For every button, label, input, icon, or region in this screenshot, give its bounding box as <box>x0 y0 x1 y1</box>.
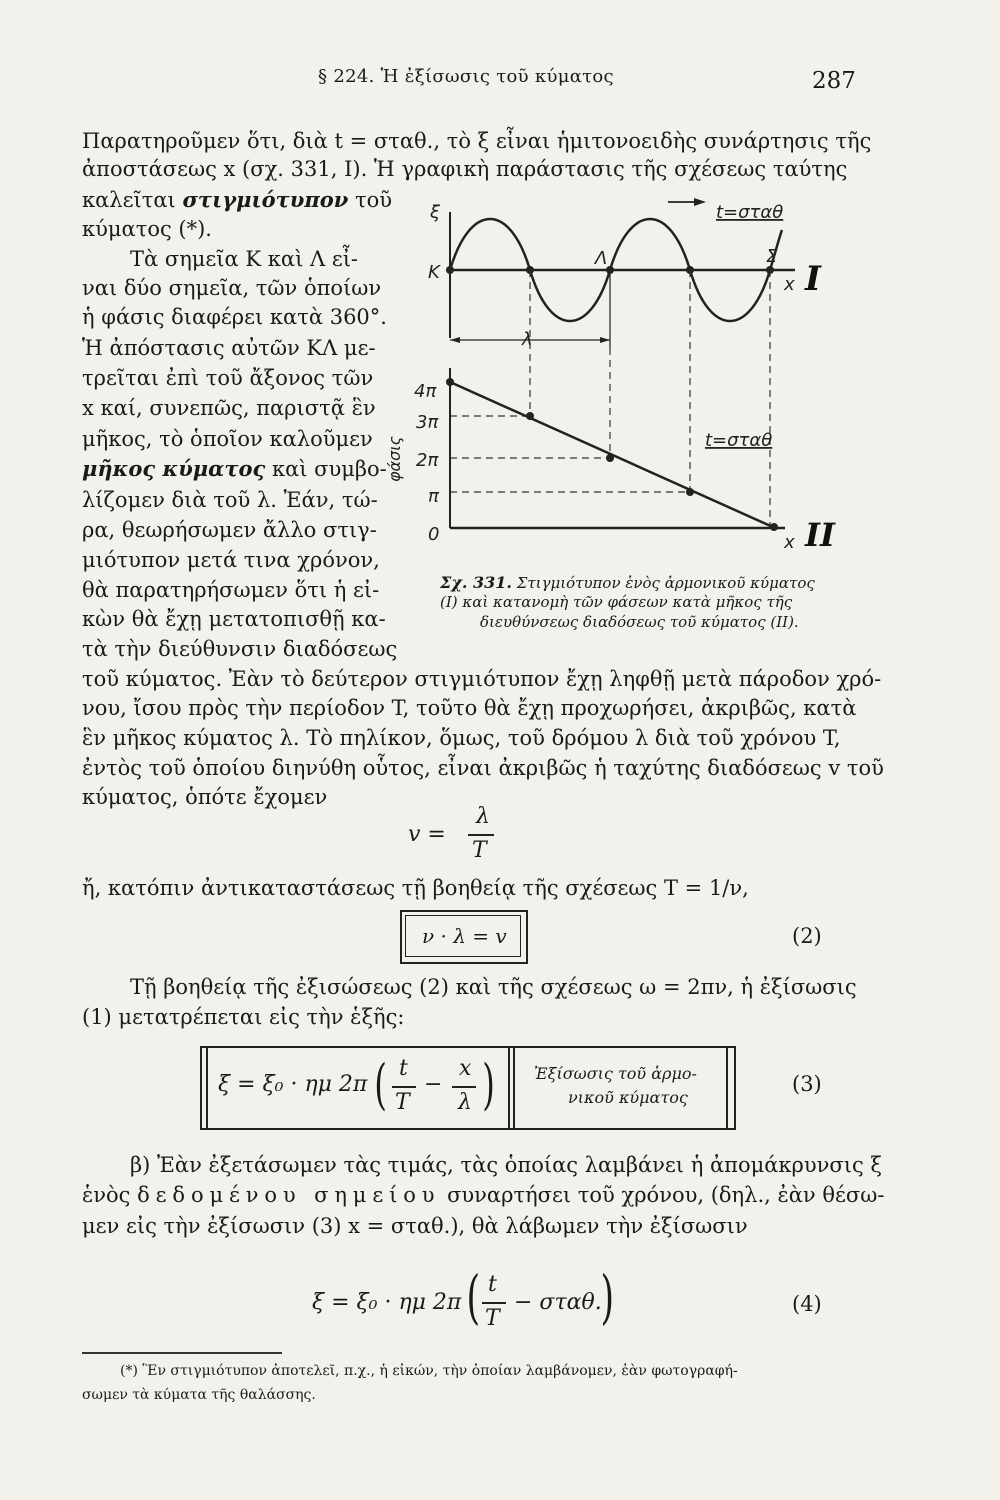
equation-4-T: T <box>485 1306 500 1331</box>
box-rule <box>513 1048 515 1128</box>
caption-text: Στιγμιότυπον ἑνὸς ἁρμονικοῦ κύματος <box>516 574 815 592</box>
text-run: καλεῖται <box>82 188 176 212</box>
text-line: ἤ, κατόπιν ἀντικαταστάσεως τῇ βοηθείᾳ τῆς σχέσεως T = 1/ν, <box>82 876 749 900</box>
paren-close: ) <box>600 1263 615 1331</box>
equation-3-lhs: ξ = ξ₀ · ημ 2π <box>218 1072 368 1097</box>
text-line: κύματος (*). <box>82 217 212 241</box>
equation-2: ν · λ = v <box>422 924 507 948</box>
paren-close: ) <box>482 1053 495 1116</box>
running-header: § 224. Ἡ ἐξίσωσις τοῦ κύματος <box>318 66 614 87</box>
label-pi: π <box>428 486 439 507</box>
paren-open: ( <box>374 1053 387 1116</box>
text-line: Ἡ ἀπόστασις αὐτῶν KΛ με- <box>82 336 376 360</box>
equation-3-description: νικοῦ κύματος <box>568 1088 688 1107</box>
text-run: καὶ συμβο- <box>271 457 387 481</box>
fraction-bar <box>452 1086 476 1088</box>
equation-4-number: (4) <box>792 1292 822 1316</box>
text-line: (1) μετατρέπεται εἰς τὴν ἑξῆς: <box>82 1005 405 1029</box>
text-line: λίζομεν διὰ τοῦ λ. Ἐάν, τώ- <box>82 488 378 512</box>
equation-2-box <box>400 910 528 964</box>
box-rule <box>508 1048 510 1128</box>
figure-331 <box>385 190 850 560</box>
page-number: 287 <box>812 68 856 94</box>
figure-caption-line <box>440 573 815 593</box>
equation-3-minus: − <box>424 1072 443 1097</box>
label-x-bottom: x <box>784 532 795 553</box>
text-line: ἐντὸς τοῦ ὁποίου διηνύθη οὗτος, εἶναι ἀκριβῶς ἡ ταχύτης διαδόσεως v τοῦ <box>82 756 884 780</box>
equation-4-t: t <box>488 1272 497 1297</box>
label-L: Λ <box>595 248 608 269</box>
fraction-bar <box>468 834 494 836</box>
label-phase: φάσις <box>385 435 404 482</box>
phase-point <box>686 488 694 496</box>
equation-v-denominator: T <box>472 838 487 863</box>
equation-3-number: (3) <box>792 1072 822 1096</box>
text-line: ρα, θεωρήσωμεν ἄλλο στιγ- <box>82 518 377 542</box>
phase-point <box>770 523 778 531</box>
label-roman-I: I <box>805 259 821 299</box>
equation-v-numerator: λ <box>476 804 490 829</box>
arrow-head <box>600 337 610 343</box>
equation-2-number: (2) <box>792 924 822 948</box>
label-roman-II: II <box>805 516 835 554</box>
equation-3-description: Ἐξίσωσις τοῦ ἁρμο- <box>534 1064 697 1083</box>
text-line: Παρατηροῦμεν ὅτι, διὰ t = σταθ., τὸ ξ εἶναι ἡμιτονοειδὴς συνάρτησις τῆς <box>82 129 872 153</box>
text-run: ἑνὸς <box>82 1183 131 1207</box>
text-line: ἡ φάσις διαφέρει κατὰ 360°. <box>82 305 387 329</box>
text-line: ναι δύο σημεῖα, τῶν ὁποίων <box>82 276 382 300</box>
box-rule <box>206 1048 208 1128</box>
spaced-emphasis: δεδομένου σημείου <box>137 1183 441 1207</box>
text-line <box>82 454 387 484</box>
equation-3-x: x <box>459 1056 472 1081</box>
caption-label: Σχ. 331. <box>440 573 512 592</box>
label-4pi: 4π <box>414 381 437 402</box>
label-3pi: 3π <box>416 412 439 433</box>
point-K <box>446 266 454 274</box>
text-line: τοῦ κύματος. Ἐὰν τὸ δεύτερον στιγμιότυπον ἔχῃ ληφθῇ μετὰ πάροδον χρό- <box>82 667 882 691</box>
text-line <box>82 185 392 215</box>
equation-3-T: T <box>395 1090 410 1115</box>
footnote-line: σωμεν τὰ κύματα τῆς θαλάσσης. <box>82 1387 316 1403</box>
text-line: ἀποστάσεως x (σχ. 331, I). Ἡ γραφικὴ παράστασις τῆς σχέσεως ταύτης <box>82 157 848 181</box>
equation-3-lambda: λ <box>458 1090 472 1115</box>
text-line: μιότυπον μετά τινα χρόνον, <box>82 548 380 572</box>
text-line: Τὰ σημεῖα K καὶ Λ εἶ- <box>130 247 359 271</box>
box-rule <box>726 1048 728 1128</box>
text-run: τοῦ <box>354 188 392 212</box>
text-line: τὰ τὴν διεύθυνσιν διαδόσεως <box>82 637 398 661</box>
text-line: ἓν μῆκος κύματος λ. Τὸ πηλίκον, ὅμως, τοῦ δρόμου λ διὰ τοῦ χρόνου T, <box>82 726 841 750</box>
text-line: τρεῖται ἐπὶ τοῦ ἄξονος τῶν <box>82 366 374 390</box>
text-line: κὼν θὰ ἔχῃ μετατοπισθῇ κα- <box>82 607 386 631</box>
paren-open: ( <box>466 1263 481 1331</box>
text-line: νου, ἴσου πρὸς τὴν περίοδον T, τοῦτο θὰ ἔχῃ προχωρήσει, ἀκριβῶς, κατὰ <box>82 696 857 720</box>
text-line: θὰ παρατηρήσωμεν ὅτι ἡ εἰ- <box>82 578 380 602</box>
text-line: x καί, συνεπῶς, παριστᾷ ἓν <box>82 396 376 420</box>
arrow-head <box>694 198 706 206</box>
label-xi: ξ <box>430 202 441 223</box>
footnote-rule <box>82 1352 282 1354</box>
equation-3-box <box>200 1046 736 1130</box>
label-t-const-top: t=σταθ <box>716 202 784 223</box>
text-line: μῆκος, τὸ ὁποῖον καλοῦμεν <box>82 427 373 451</box>
phase-point <box>526 412 534 420</box>
term-wavelength: μῆκος κύματος <box>82 456 266 481</box>
text-line: μεν εἰς τὴν ἐξίσωσιν (3) x = σταθ.), θὰ λάβωμεν τὴν ἐξίσωσιν <box>82 1214 748 1238</box>
term-snapshot: στιγμιότυπον <box>182 187 349 212</box>
figure-caption-line: (I) καὶ κατανομὴ τῶν φάσεων κατὰ μῆκος τῆς <box>440 593 793 611</box>
text-line: Τῇ βοηθείᾳ τῆς ἐξισώσεως (2) καὶ τῆς σχέσεως ω = 2πν, ἡ ἐξίσωσις <box>130 975 857 999</box>
phase-point <box>446 378 454 386</box>
text-line: κύματος, ὁπότε ἔχομεν <box>82 785 328 809</box>
label-zero: 0 <box>428 524 440 545</box>
text-line: β) Ἐὰν ἐξετάσωμεν τὰς τιμάς, τὰς ὁποίας λαμβάνει ἡ ἀπομάκρυνσις ξ <box>130 1153 882 1177</box>
label-t-const-bottom: t=σταθ <box>705 430 773 451</box>
equation-4-rest: − σταθ. <box>514 1290 602 1315</box>
text-line <box>82 1180 884 1210</box>
equation-3-t: t <box>399 1056 408 1081</box>
label-2pi: 2π <box>416 450 439 471</box>
label-x-top: x <box>784 274 795 295</box>
text-run: συναρτήσει τοῦ χρόνου, (δηλ., ἐὰν θέσω- <box>447 1183 885 1207</box>
arrow-head <box>450 337 460 343</box>
label-lambda: λ <box>522 329 533 350</box>
figure-caption-line: διευθύνσεως διαδόσεως τοῦ κύματος (II). <box>480 613 799 631</box>
equation-v-lhs: v = <box>408 822 446 847</box>
label-S: Σ <box>766 246 778 267</box>
label-K: K <box>428 262 440 283</box>
fraction-bar <box>392 1086 416 1088</box>
phase-point <box>606 454 614 462</box>
footnote-line: (*) Ἓν στιγμιότυπον ἀποτελεῖ, π.χ., ἡ εἰκών, τὴν ὁποίαν λαμβάνομεν, ἐὰν φωτογραφή- <box>120 1363 738 1379</box>
fraction-bar <box>482 1302 506 1304</box>
equation-4-lhs: ξ = ξ₀ · ημ 2π <box>312 1290 462 1315</box>
